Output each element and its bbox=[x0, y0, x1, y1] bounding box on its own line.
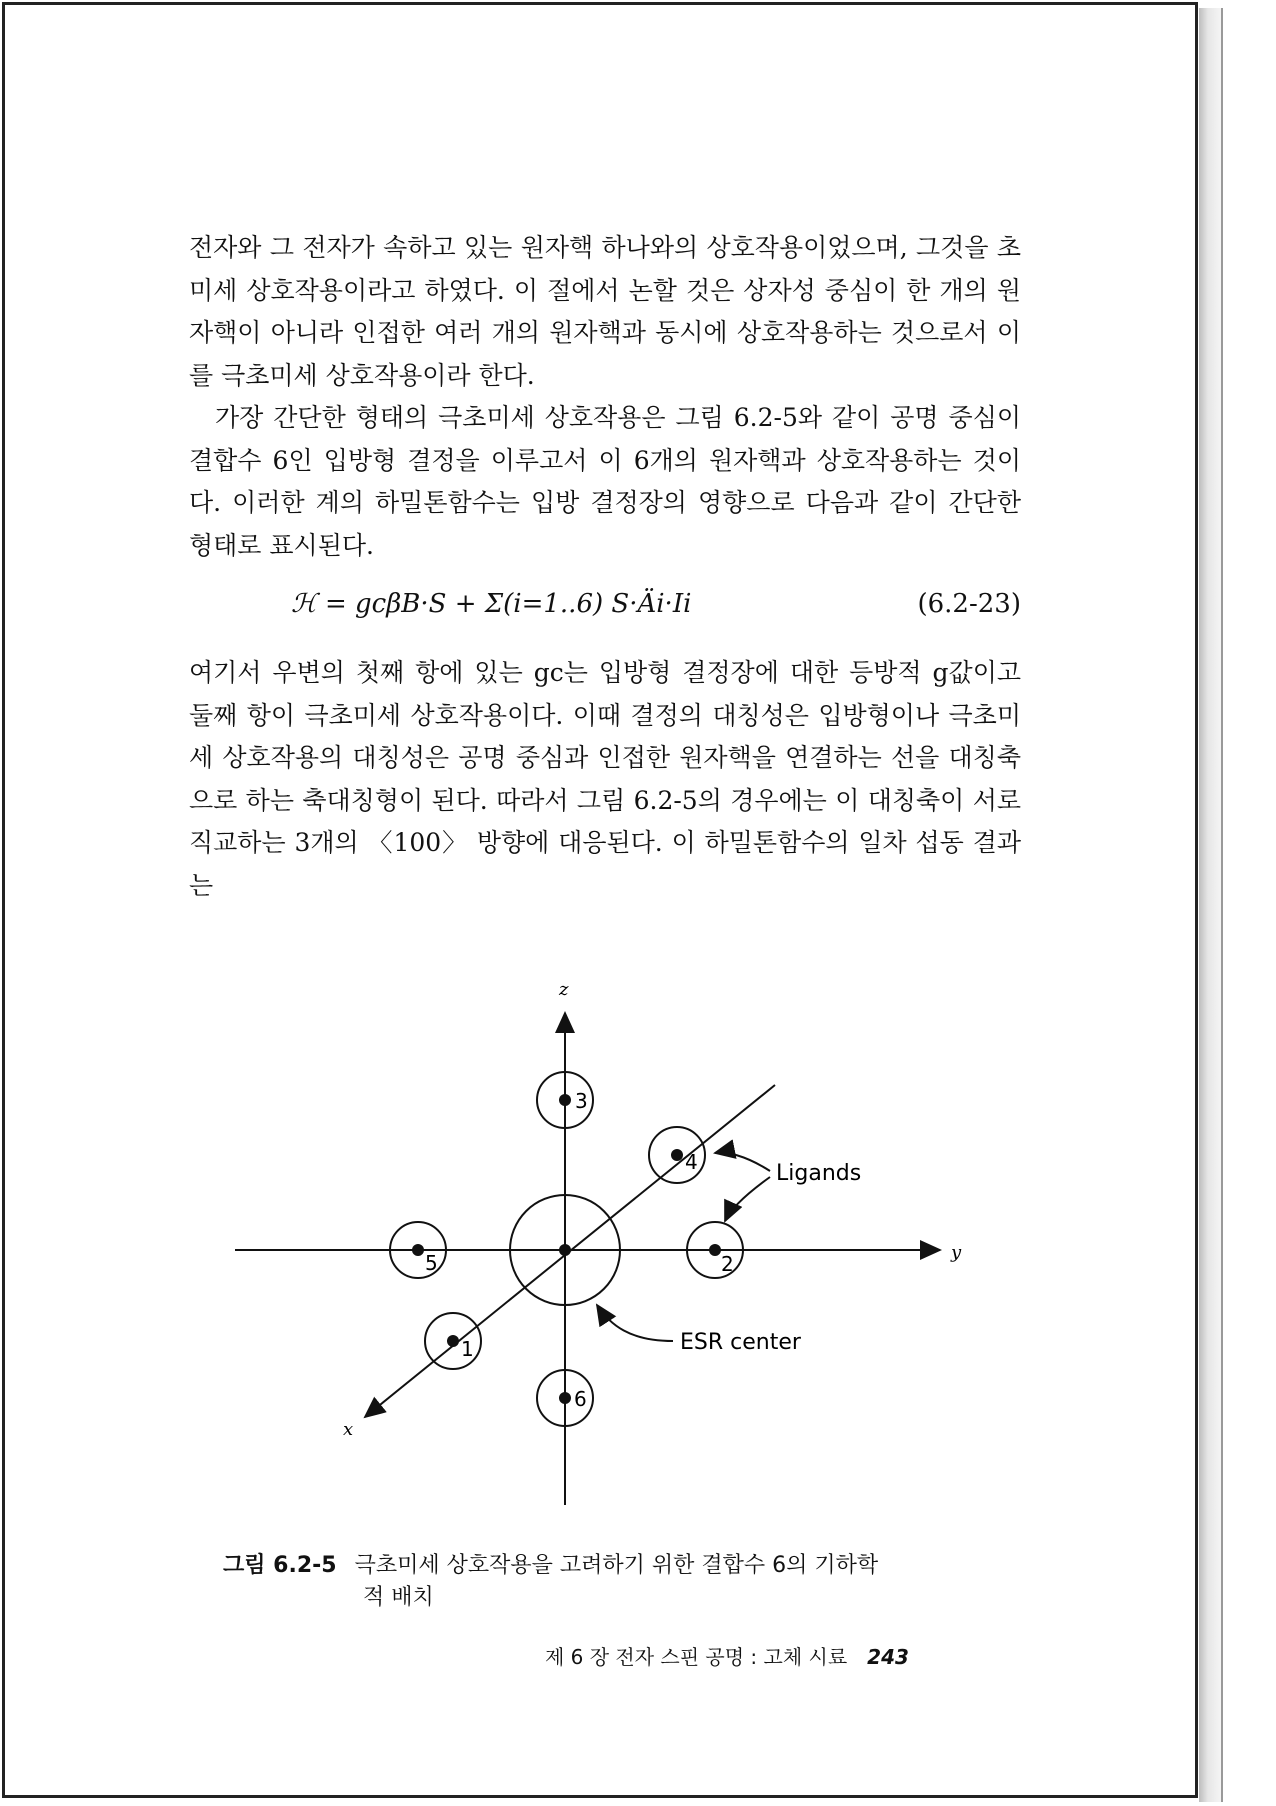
ligand-1-label: 1 bbox=[461, 1337, 474, 1361]
ligand-4-label: 4 bbox=[685, 1150, 698, 1174]
ligand-1-dot bbox=[447, 1335, 459, 1347]
esr-center-dot bbox=[559, 1244, 571, 1256]
paragraph-3: 여기서 우변의 첫째 항에 있는 gc는 입방형 결정장에 대한 등방적 g값이고 둘째 항이 극초미세 상호작용이다. 이때 결정의 대칭성은 입방형이나 극초미세 상호작용의 대칭성은 공명 중심과 인접한 원자핵을 연결하는 선을 대칭축으로 하는 축대칭형이 된다. 따라서 그림 6.2-5의 경우에는 이 대칭축이 서로 직교하는 3개의 〈100〉 방향에 대응된다. 이 하밀톤함수의 일차 섭동 결과는 bbox=[189, 658, 1021, 900]
ligand-6-dot bbox=[559, 1392, 571, 1404]
z-axis-label: z bbox=[559, 979, 569, 1000]
paragraph-1: 전자와 그 전자가 속하고 있는 원자핵 하나와의 상호작용이었으며, 그것을 초미세 상호작용이라고 하였다. 이 절에서 논할 것은 상자성 중심이 한 개의 원자핵이 아니라 인접한 여러 개의 원자핵과 동시에 상호작용하는 것으로서 이를 극초미세 상호작용이라 한다. bbox=[189, 233, 1021, 390]
ligand-5-label: 5 bbox=[425, 1251, 438, 1275]
ligand-6-label: 6 bbox=[574, 1387, 587, 1411]
x-axis-label: x bbox=[343, 1419, 354, 1440]
figure-octahedral-geometry bbox=[225, 965, 985, 1515]
ligand-5-dot bbox=[412, 1244, 424, 1256]
ligands-arrow-to-4 bbox=[715, 1153, 770, 1171]
caption-label: 그림 6.2-5 bbox=[223, 1553, 337, 1578]
ligand-2-label: 2 bbox=[721, 1252, 734, 1276]
caption-line-2: 적 배치 bbox=[363, 1585, 434, 1610]
esr-center-arrow bbox=[597, 1305, 673, 1341]
ligand-3-dot bbox=[559, 1094, 571, 1106]
paragraph-2: 가장 간단한 형태의 극초미세 상호작용은 그림 6.2-5와 같이 공명 중심이 결합수 6인 입방형 결정을 이루고서 이 6개의 원자핵과 상호작용하는 것이다. 이러한 계의 하밀톤함수는 입방 결정장의 영향으로 다음과 같이 간단한 형태로 표시된다. bbox=[189, 403, 1021, 560]
equation-6-2-23 bbox=[189, 573, 1021, 643]
geometry-diagram bbox=[225, 965, 985, 1515]
page-number: 243 bbox=[867, 1645, 909, 1669]
caption-line-1: 극초미세 상호작용을 고려하기 위한 결합수 6의 기하학 bbox=[354, 1553, 879, 1578]
page-edge-shadow bbox=[1199, 8, 1223, 1802]
hamiltonian-formula: ℋ = gcβB·S + Σ(i=1..6) S·Äi·Ii bbox=[291, 589, 692, 619]
chapter-title: 제 6 장 전자 스핀 공명 : 고체 시료 bbox=[545, 1645, 848, 1669]
book-page bbox=[2, 2, 1198, 1798]
ligands-label: Ligands bbox=[776, 1161, 862, 1186]
equation-number: (6.2-23) bbox=[917, 589, 1021, 619]
running-footer bbox=[545, 1641, 995, 1670]
ligand-4-dot bbox=[671, 1149, 683, 1161]
ligand-2-dot bbox=[709, 1244, 721, 1256]
y-axis-label: y bbox=[951, 1242, 962, 1263]
ligand-3-label: 3 bbox=[575, 1089, 588, 1113]
ligands-arrow-to-2 bbox=[725, 1177, 770, 1221]
esr-center-label: ESR center bbox=[680, 1330, 801, 1355]
figure-caption bbox=[223, 1550, 1023, 1614]
